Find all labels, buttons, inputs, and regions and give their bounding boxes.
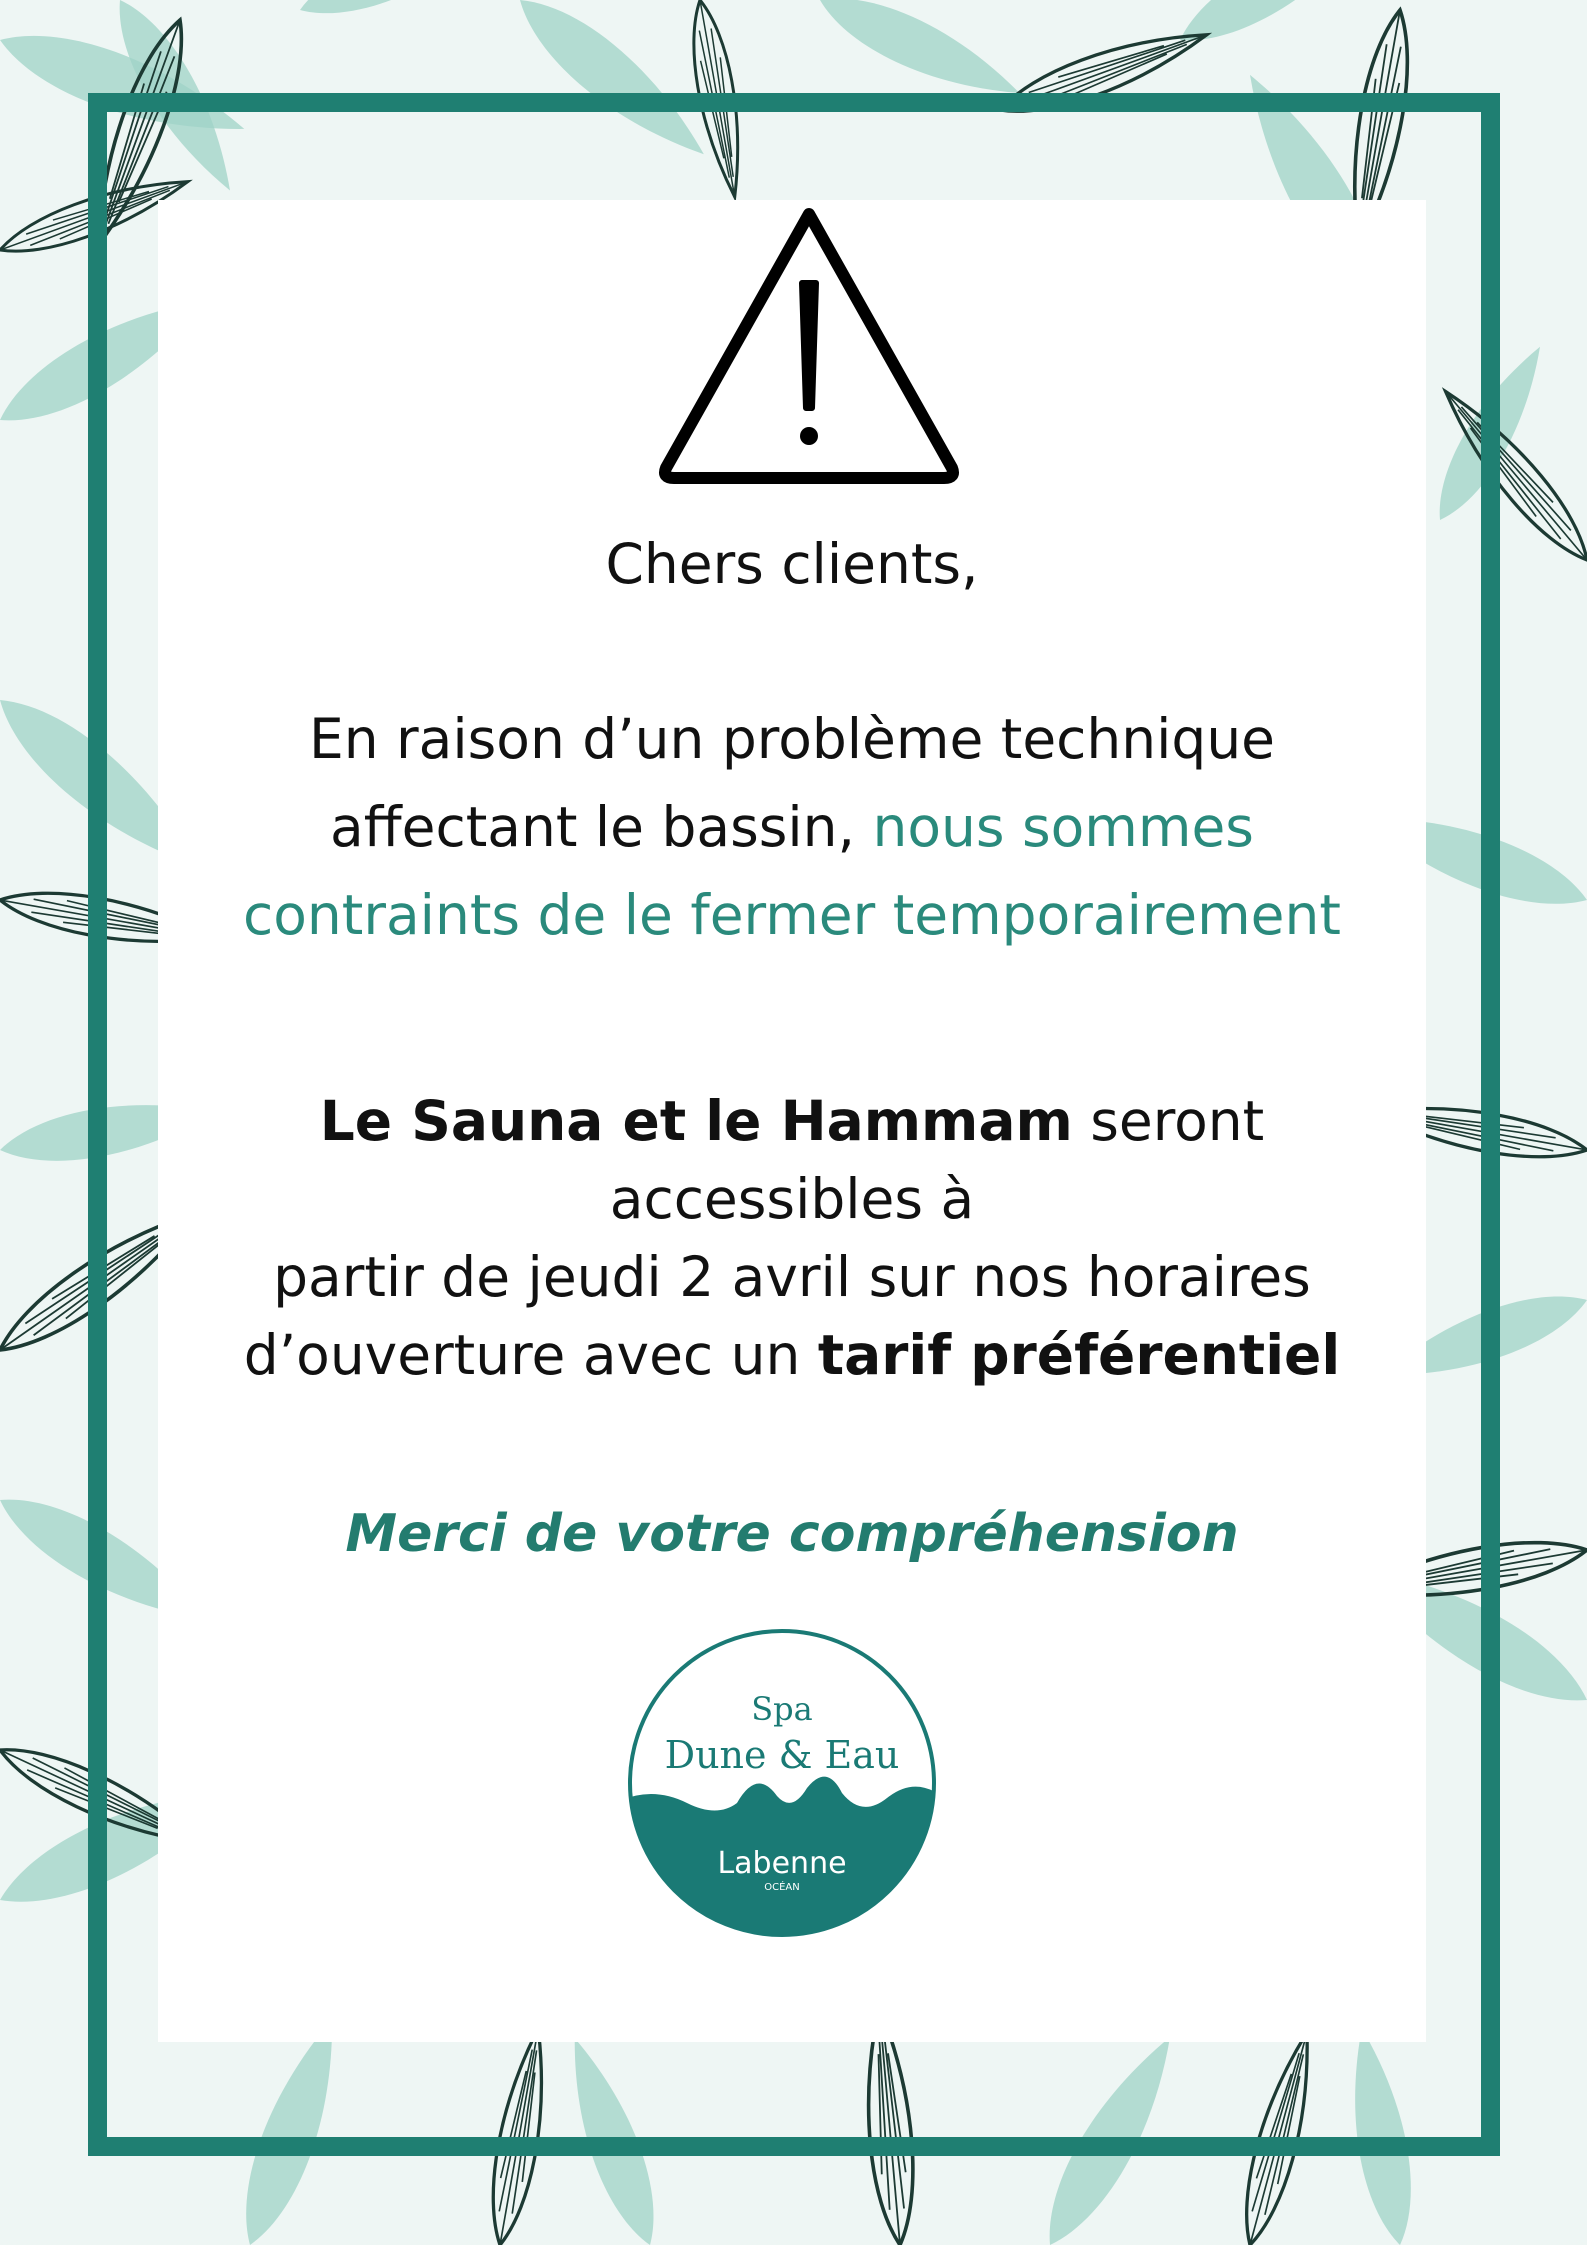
thanks-message: Merci de votre compréhension [345,1504,1239,1564]
warning-triangle-icon [650,198,968,492]
logo-ocean-text: OCÉAN [764,1882,800,1893]
sauna-hammam-info [158,1082,1426,1394]
logo-name-text: Dune & Eau [664,1733,900,1777]
notice-line-1: En raison d’un problème technique [308,707,1276,771]
info-line-2: partir de jeudi 2 avril sur nos horaires [273,1245,1311,1309]
info-line-3-plain: d’ouverture avec un [243,1323,818,1387]
logo-spa-text: Spa [751,1690,813,1728]
info-line-1-rest: seront accessibles à [609,1089,1265,1231]
spa-logo [627,1628,937,1938]
preferential-rate-bold: tarif préférentiel [817,1323,1341,1387]
notice-line-3-accent: contraints de le fermer temporairement [243,883,1341,947]
closure-notice [158,695,1426,959]
notice-line-2-plain: affectant le bassin, [330,795,873,859]
sauna-hammam-bold: Le Sauna et le Hammam [319,1089,1073,1153]
logo-location-text: Labenne [717,1846,847,1881]
notice-line-2-accent: nous sommes [872,795,1254,859]
greeting: Chers clients, [605,532,979,596]
